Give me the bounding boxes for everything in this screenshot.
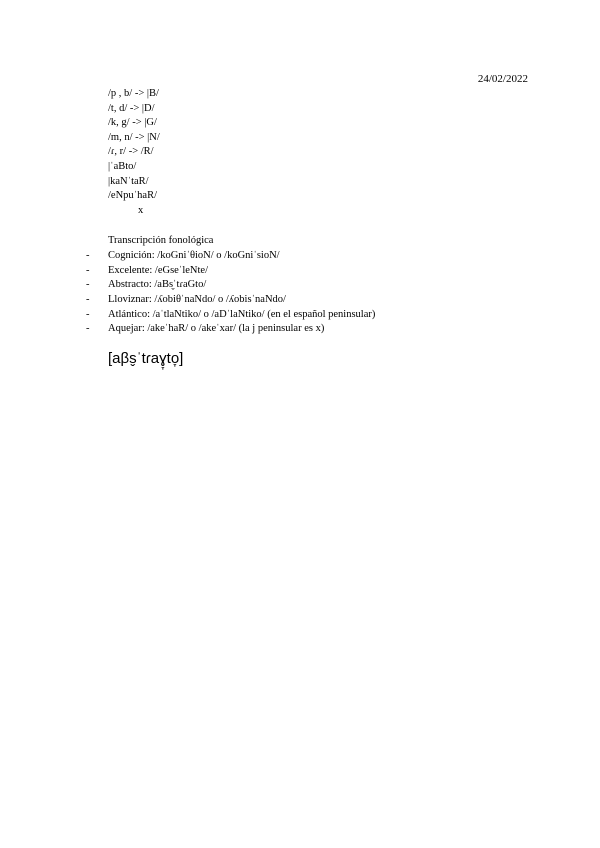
rule-line: /ɾ, r/ -> /R/ [108,146,154,158]
transcription-list [86,249,375,337]
list-item-text: Atlántico: /aˈtlaNtiko/ o /aDˈlaNtiko/ (en el español peninsular) [108,308,376,320]
rule-line: /m, n/ -> |N/ [108,131,160,143]
rule-line: /eNpuˈhaR/ [108,190,157,202]
list-bullet: - [86,308,90,320]
list-bullet: - [86,294,90,306]
rule-line: |ˈaBto/ [108,160,137,172]
list-bullet: - [86,279,90,291]
rule-line: |kaNˈtaR/ [108,175,149,187]
list-item [86,308,375,323]
list-item [86,264,375,279]
list-item-text: Excelente: /eGseˈleNte/ [108,264,208,276]
list-bullet: - [86,250,90,261]
list-item-text: Aquejar: /akeˈhaR/ o /akeˈxar/ (la j peninsular es x) [108,323,325,335]
section-title: Transcripción fonológica [108,235,214,246]
list-item-text: Cognición: /koGniˈθioN/ o /koGniˈsioN/ [108,250,280,261]
rule-line: /p , b/ -> |B/ [108,88,159,99]
list-bullet: - [86,323,90,335]
rule-line: /k, g/ -> |G/ [108,117,157,129]
list-item [86,278,375,293]
rule-line: /t, d/ -> |D/ [108,102,155,114]
list-item-text: Abstracto: /aBs̬ˈtɾaGto/ [108,279,207,291]
list-item [86,249,375,264]
rule-line: x [138,204,144,216]
list-item [86,293,375,308]
document-date: 24/02/2022 [477,73,528,85]
list-item-text: Lloviznar: /ʎobiθˈnaNdo/ o /ʎobisˈnaNdo/ [108,294,286,306]
ipa-phonetic-example: [aβs̬ˈtɾaɣ̞to̞] [108,350,184,367]
list-item [86,322,375,337]
list-bullet: - [86,264,90,276]
phonology-rules [108,87,160,218]
